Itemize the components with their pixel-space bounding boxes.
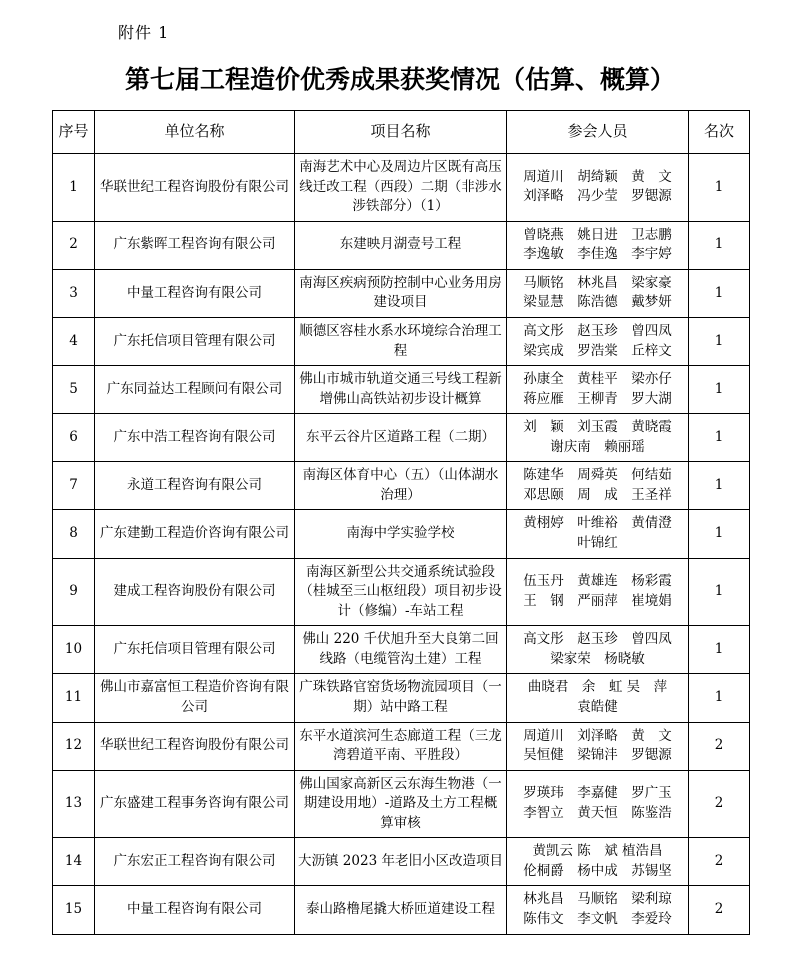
people-line: 刘泽略 冯少莹 罗锶源 [523,188,672,205]
column-header-no: 序号 [53,111,95,154]
table-header [53,111,750,154]
people-line: 蒋应雁 王柳青 罗大湖 [523,390,672,407]
cell-unit: 中量工程咨询有限公司 [95,886,295,934]
people-line: 袁皓健 [577,698,618,715]
cell-no: 4 [53,317,95,365]
people-line: 孙康全 黄桂平 梁亦仔 [523,371,672,388]
people-line: 陈伟文 李文帆 李爱玲 [523,911,672,927]
cell-no: 15 [53,886,95,934]
cell-unit: 华联世纪工程咨询股份有限公司 [95,154,295,222]
cell-rank: 2 [689,722,750,770]
cell-no: 13 [53,770,95,838]
people-line: 伍玉丹 黄雄连 杨彩霞 [523,573,672,590]
people-line: 王 钢 严丽萍 崔境娟 [523,592,672,609]
people-line: 罗瑛玮 李嘉健 罗广玉 [523,785,672,802]
cell-rank: 1 [689,462,750,510]
cell-rank: 1 [689,626,750,674]
cell-unit: 广东托信项目管理有限公司 [95,626,295,674]
people-line: 李逸敏 李佳逸 李宇婷 [523,246,672,263]
cell-project: 东平云谷片区道路工程（二期） [295,414,507,462]
people-line: 高文彤 赵玉珍 曾四凤 [523,322,672,339]
cell-unit: 佛山市嘉富恒工程造价咨询有限公司 [95,674,295,722]
table-row [53,770,750,838]
table-body [53,154,750,935]
people-line: 邓思颐 周 成 王圣祥 [523,486,672,503]
cell-unit: 建成工程咨询股份有限公司 [95,558,295,626]
cell-rank: 1 [689,269,750,317]
cell-project: 东平水道滨河生态廊道工程（三龙湾碧道平南、平胜段） [295,722,507,770]
people-line: 曲晓君 余 虹 吴 萍 [527,679,668,696]
people-line: 黄凯云 陈 斌 植浩昌 [532,843,663,860]
people-line: 马顺铭 林兆昌 梁家豪 [523,274,672,291]
cell-people [507,674,689,722]
attachment-label: 附件 1 [118,23,170,42]
cell-no: 11 [53,674,95,722]
people-line: 李智立 黄天恒 陈鉴浩 [523,804,672,821]
cell-no: 14 [53,838,95,886]
cell-project: 东建映月湖壹号工程 [295,221,507,269]
cell-rank: 2 [689,770,750,838]
cell-people [507,154,689,222]
cell-unit: 华联世纪工程咨询股份有限公司 [95,722,295,770]
cell-unit: 广东中浩工程咨询有限公司 [95,414,295,462]
people-line: 黄栩婷 叶维裕 黄倩澄 [523,515,672,532]
cell-people [507,221,689,269]
column-header-rank: 名次 [689,111,750,154]
column-header-project: 项目名称 [295,111,507,154]
cell-no: 6 [53,414,95,462]
cell-no: 3 [53,269,95,317]
page-title: 第七届工程造价优秀成果获奖情况（估算、概算） [124,65,675,94]
cell-people [507,462,689,510]
cell-no: 10 [53,626,95,674]
cell-people [507,558,689,626]
table-row [53,414,750,462]
people-line: 吴恒健 梁锦沣 罗锶源 [523,747,672,764]
cell-project: 广珠铁路官窑货场物流园项目（一期）站中路工程 [295,674,507,722]
table-row [53,221,750,269]
table-row [53,154,750,222]
cell-rank: 1 [689,366,750,414]
table-row [53,674,750,722]
cell-people [507,510,689,558]
people-line: 林兆昌 马顺铭 梁利琼 [523,891,672,908]
cell-project: 南海区疾病预防控制中心业务用房建设项目 [295,269,507,317]
cell-people [507,317,689,365]
cell-no: 2 [53,221,95,269]
cell-rank: 1 [689,558,750,626]
people-line: 梁显慧 陈浩德 戴梦妍 [523,294,672,311]
table-row [53,838,750,886]
cell-rank: 1 [689,674,750,722]
cell-people [507,770,689,838]
people-line: 周道川 胡绮颖 黄 文 [523,168,672,185]
cell-project: 大沥镇 2023 年老旧小区改造项目 [295,838,507,886]
people-line: 刘 颖 刘玉霞 黄晓霞 [523,419,672,436]
cell-project: 南海艺术中心及周边片区既有高压线迁改工程（西段）二期（非涉水涉铁部分）（1） [295,154,507,222]
people-line: 伦桐爵 杨中成 苏锡坚 [523,862,672,879]
cell-unit: 广东紫晖工程咨询有限公司 [95,221,295,269]
cell-project: 佛山国家高新区云东海生物港（一期建设用地）-道路及土方工程概算审核 [295,770,507,838]
cell-unit: 中量工程咨询有限公司 [95,269,295,317]
cell-unit: 广东宏正工程咨询有限公司 [95,838,295,886]
cell-unit: 广东建勤工程造价咨询有限公司 [95,510,295,558]
people-line: 高文彤 赵玉珍 曾四凤 [523,631,672,648]
cell-unit: 广东盛建工程事务咨询有限公司 [95,770,295,838]
table-row [53,886,750,934]
table-row [53,626,750,674]
cell-people [507,366,689,414]
cell-rank: 1 [689,317,750,365]
award-results-table [52,110,750,935]
table-row [53,558,750,626]
cell-project: 南海中学实验学校 [295,510,507,558]
people-line: 谢庆南 赖丽瑶 [550,438,645,455]
cell-no: 1 [53,154,95,222]
cell-rank: 1 [689,510,750,558]
table-row [53,317,750,365]
column-header-unit: 单位名称 [95,111,295,154]
column-header-people: 参会人员 [507,111,689,154]
table-row [53,269,750,317]
cell-rank: 2 [689,838,750,886]
table-row [53,510,750,558]
cell-people [507,886,689,934]
cell-people [507,626,689,674]
cell-rank: 1 [689,154,750,222]
table-row [53,366,750,414]
cell-no: 9 [53,558,95,626]
cell-no: 7 [53,462,95,510]
table-header-row [53,111,750,154]
cell-project: 南海区新型公共交通系统试验段（桂城至三山枢纽段）项目初步设计（修编）-车站工程 [295,558,507,626]
cell-people [507,838,689,886]
cell-project: 顺德区容桂水系水环境综合治理工程 [295,317,507,365]
cell-project: 佛山 220 千伏旭升至大良第二回线路（电缆管沟土建）工程 [295,626,507,674]
table-row [53,722,750,770]
cell-unit: 广东同益达工程顾问有限公司 [95,366,295,414]
cell-no: 5 [53,366,95,414]
cell-people [507,722,689,770]
people-line: 叶锦红 [577,535,618,551]
people-line: 梁宾成 罗浩棠 丘梓文 [523,342,672,359]
people-line: 陈建华 周舜英 何结茹 [523,467,672,484]
cell-rank: 2 [689,886,750,934]
table-row [53,462,750,510]
cell-no: 12 [53,722,95,770]
cell-project: 南海区体育中心（五）（山体湖水治理） [295,462,507,510]
cell-people [507,269,689,317]
cell-unit: 广东托信项目管理有限公司 [95,317,295,365]
cell-rank: 1 [689,414,750,462]
people-line: 周道川 刘泽略 黄 文 [523,727,672,744]
cell-people [507,414,689,462]
people-line: 曾晓燕 姚日进 卫志鹏 [523,226,672,243]
people-line: 梁家荣 杨晓敏 [550,650,645,667]
cell-rank: 1 [689,221,750,269]
cell-project: 佛山市城市轨道交通三号线工程新增佛山高铁站初步设计概算 [295,366,507,414]
cell-no: 8 [53,510,95,558]
cell-project: 泰山路橹尾撬大桥匝道建设工程 [295,886,507,934]
cell-unit: 永道工程咨询有限公司 [95,462,295,510]
